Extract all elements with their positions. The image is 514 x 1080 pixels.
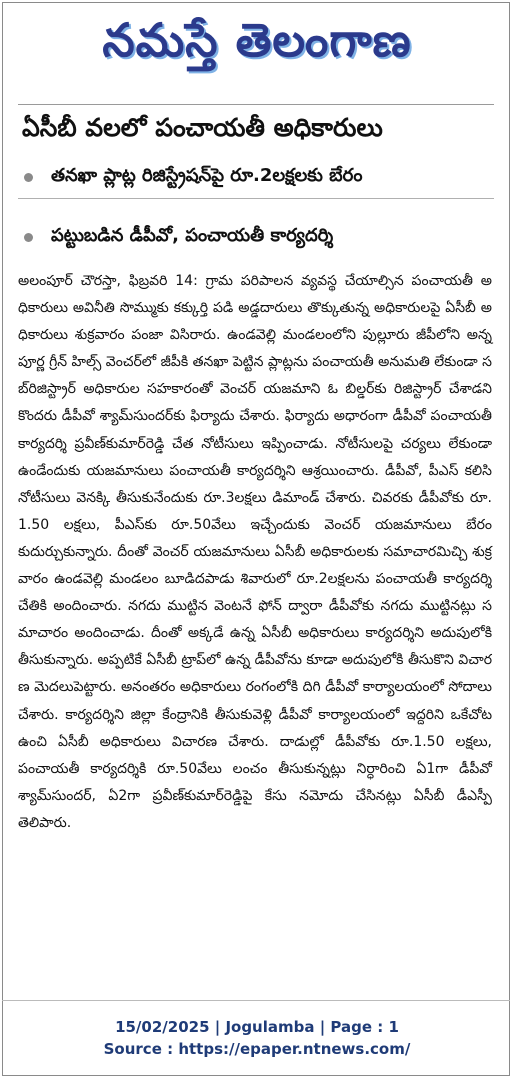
subheading-divider bbox=[18, 198, 494, 199]
subheading-text-1: తనఖా ప్లాట్ల రిజిస్ట్రేషన్‌పై రూ.2లక్షలకు బేరం bbox=[51, 164, 363, 186]
footer-divider bbox=[2, 1000, 510, 1001]
bullet-dot-icon bbox=[24, 173, 33, 182]
footer bbox=[0, 1016, 514, 1060]
masthead-logo bbox=[40, 12, 474, 80]
footer-date-edition: 15/02/2025 | Jogulamba | Page : 1 bbox=[115, 1018, 399, 1036]
masthead-title: నమస్తే తెలంగాణ bbox=[102, 13, 412, 67]
article-body: అలంపూర్ చౌరస్తా, ఫిబ్రవరి 14: గ్రామ పరిపాలన వ్యవస్థ చేయాల్సిన పంచాయతీ అధికారులు అవినీతి సొమ్ముకు కక్కుర్తి పడి అడ్డదారులు తొక్కుతున్న అధికారులపై ఏసీబీ అధికారులు శుక్రవారం పంజా విసిరారు. ఉండవెల్లి మండలంలోని పుల్లూరు జీపీలోని అన్నపూర్ణ గ్రీన్ హిల్స్ వెంచర్‌లో జీపీకి తనఖా పెట్టిన ప్లాట్లను పంచాయతీ అనుమతి లేకుండా సబ్‌రిజిస్ట్రార్ అధికారుల సహకారంతో వెంచర్ యజమాని ఓ బిల్డర్‌కు రిజిస్ట్రార్ చేశాడని కొందరు డీపీవో శ్యామ్‌సుందర్‌కు ఫిర్యాదు చేశారు. ఫిర్యాదు అధారంగా డీపీవో పంచాయతీ కార్యదర్శి ప్రవీణ్‌కుమార్‌రెడ్డి చేత నోటీసులు ఇప్పించాడు. నోటీసులపై చర్యలు లేకుండా ఉండేందుకు యజమానులు పంచాయతీ కార్యదర్శిని ఆశ్రయించారు. డీపీవో, పీఎస్ కలిసి నోటీసులు వెనక్కి తీసుకునేందుకు రూ.3లక్షలు డిమాండ్ చేశారు. చివరకు డీపీవోకు రూ.1.50 లక్షలు, పీఎస్‌కు రూ.50వేలు ఇచ్చేందుకు వెంచర్ యజమానులు బేరం కుదుర్చుకున్నారు. దీంతో వెంచర్ యజమానులు ఏసీబీ అధికారులకు సమాచారమిచ్చి శుక్రవారం ఉండవెల్లి మండలం బూడిదపాడు శివారులో రూ.2లక్షలను పంచాయతీ కార్యదర్శి చేతికి అందించారు. నగదు ముట్టిన వెంటనే ఫోన్ ద్వారా డీపీవోకు నగదు ముట్టినట్లు సమాచారం అందించాడు. దీంతో అక్కడే ఉన్న ఏసీబీ అధికారులు కార్యదర్శిని అదుపులోకి తీసుకున్నారు. అప్పటికే ఏసీబీ ట్రాప్‌లో ఉన్న డీపీవోను కూడా అదుపులోకి తీసుకొని విచారణ మెదలుపెట్టారు. అనంతరం అధికారులు రంగంలోకి దిగి డీపీవో కార్యాలయంలో సోదాలు చేశారు. కార్యదర్శిని జిల్లా కేంద్రానికి తీసుకువెళ్లి డీపీవో కార్యాలయంలో ఇద్దరిని ఒకేచోట ఉంచి ఏసీబీ అధికారులు విచారణ చేశారు. దాడుల్లో డీపీవోకు రూ.1.50 లక్షలు, పంచాయతీ కార్యదర్శికి రూ.50వేలు లంచం తీసుకున్నట్లు నిర్ధారించి ఏ1గా డీపీవో శ్యామ్‌సుందర్, ఏ2గా ప్రవీణ్‌కుమార్‌రెడ్డిపై కేసు నమోదు చేసినట్లు ఏసీబీ డీఎస్పీ తెలిపారు. bbox=[18, 273, 492, 831]
article-headline: ఏసీబీ వలలో పంచాయతీ అధికారులు bbox=[22, 113, 383, 142]
bullet-dot-icon bbox=[24, 233, 33, 242]
header-divider bbox=[18, 104, 494, 105]
subheading-1 bbox=[24, 162, 494, 192]
subheading-2 bbox=[24, 222, 494, 252]
footer-source-link[interactable]: Source : https://epaper.ntnews.com/ bbox=[103, 1040, 411, 1058]
subheading-text-2: పట్టుబడిన డీపీవో, పంచాయతీ కార్యదర్శి bbox=[51, 224, 334, 246]
